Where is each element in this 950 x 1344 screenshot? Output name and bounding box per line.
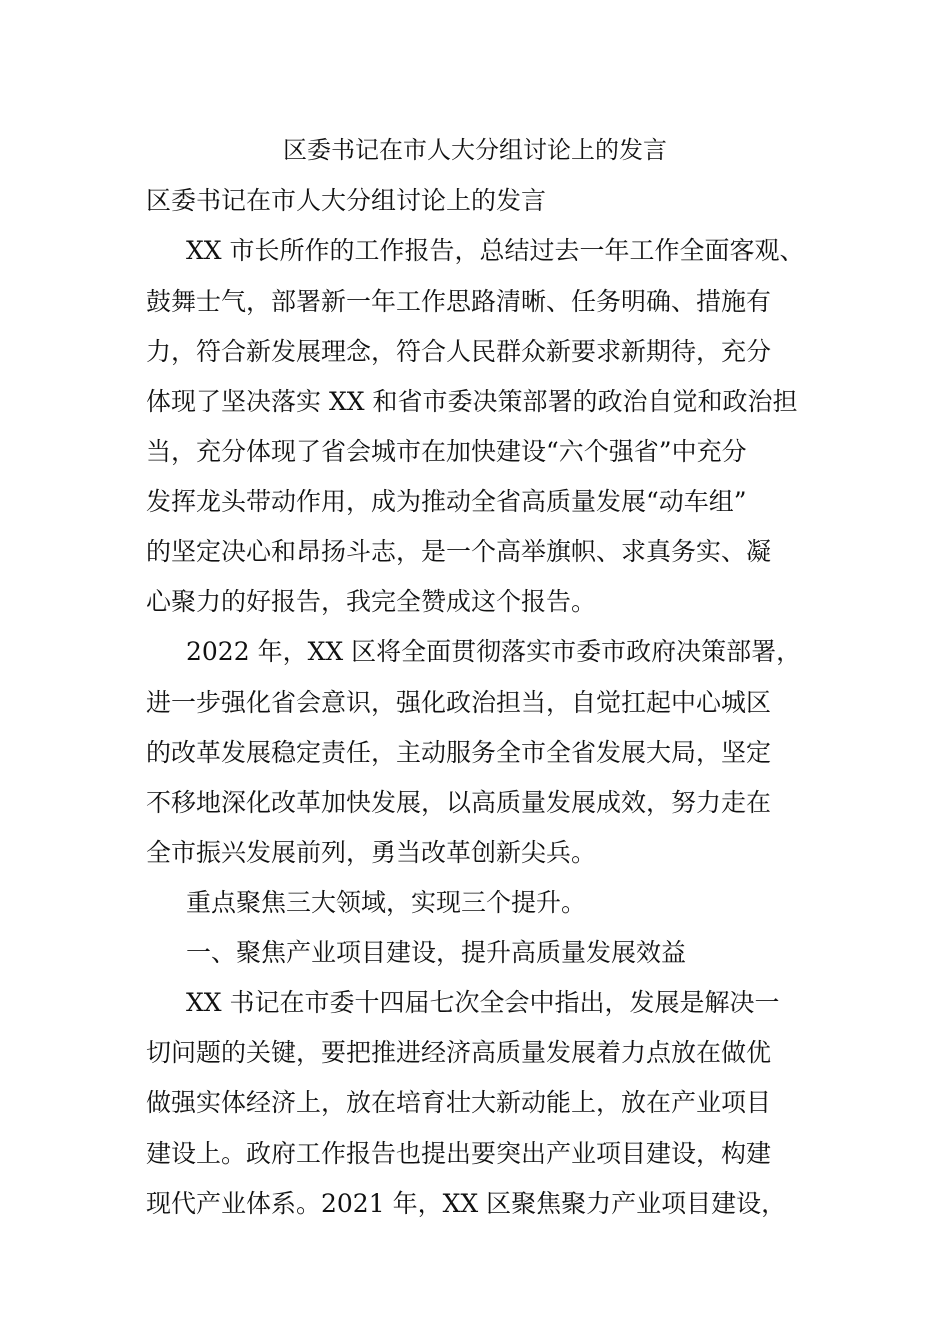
text-line: XX 书记在市委十四届七次全会中指出，发展是解决一 xyxy=(186,988,780,1017)
text-line: 体现了坚决落实 XX 和省市委决策部署的政治自觉和政治担 xyxy=(146,387,798,416)
text-line: 发挥龙头带动作用，成为推动全省高质量发展“动车组” xyxy=(146,487,747,516)
text-line: 心聚力的好报告，我完全赞成这个报告。 xyxy=(146,587,597,616)
text-line: 重点聚焦三大领域，实现三个提升。 xyxy=(186,888,587,917)
text-line: 建设上。政府工作报告也提出要突出产业项目建设，构建 xyxy=(146,1139,772,1168)
text-line: 区委书记在市人大分组讨论上的发言 xyxy=(146,186,547,215)
text-line: 现代产业体系。2021 年，XX 区聚焦聚力产业项目建设， xyxy=(146,1189,787,1218)
text-line: 做强实体经济上，放在培育壮大新动能上，放在产业项目 xyxy=(146,1088,772,1117)
text-line: 鼓舞士气，部署新一年工作思路清晰、任务明确、措施有 xyxy=(146,287,772,316)
text-line: 力，符合新发展理念，符合人民群众新要求新期待，充分 xyxy=(146,337,772,366)
text-line: XX 市长所作的工作报告，总结过去一年工作全面客观、 xyxy=(186,236,805,265)
text-line: 全市振兴发展前列，勇当改革创新尖兵。 xyxy=(146,838,597,867)
text-line: 进一步强化省会意识，强化政治担当，自觉扛起中心城区 xyxy=(146,688,772,717)
text-line: 2022 年，XX 区将全面贯彻落实市委市政府决策部署， xyxy=(186,637,802,666)
section-heading: 一、聚焦产业项目建设，提升高质量发展效益 xyxy=(186,938,687,967)
text-line: 不移地深化改革加快发展，以高质量发展成效，努力走在 xyxy=(146,788,772,817)
text-line: 切问题的关键，要把推进经济高质量发展着力点放在做优 xyxy=(146,1038,772,1067)
document-title: 区委书记在市人大分组讨论上的发言 xyxy=(283,136,667,164)
text-line: 的改革发展稳定责任，主动服务全市全省发展大局，坚定 xyxy=(146,738,772,767)
text-line: 当，充分体现了省会城市在加快建设“六个强省”中充分 xyxy=(146,437,747,466)
text-line: 的坚定决心和昂扬斗志，是一个高举旗帜、求真务实、凝 xyxy=(146,537,772,566)
